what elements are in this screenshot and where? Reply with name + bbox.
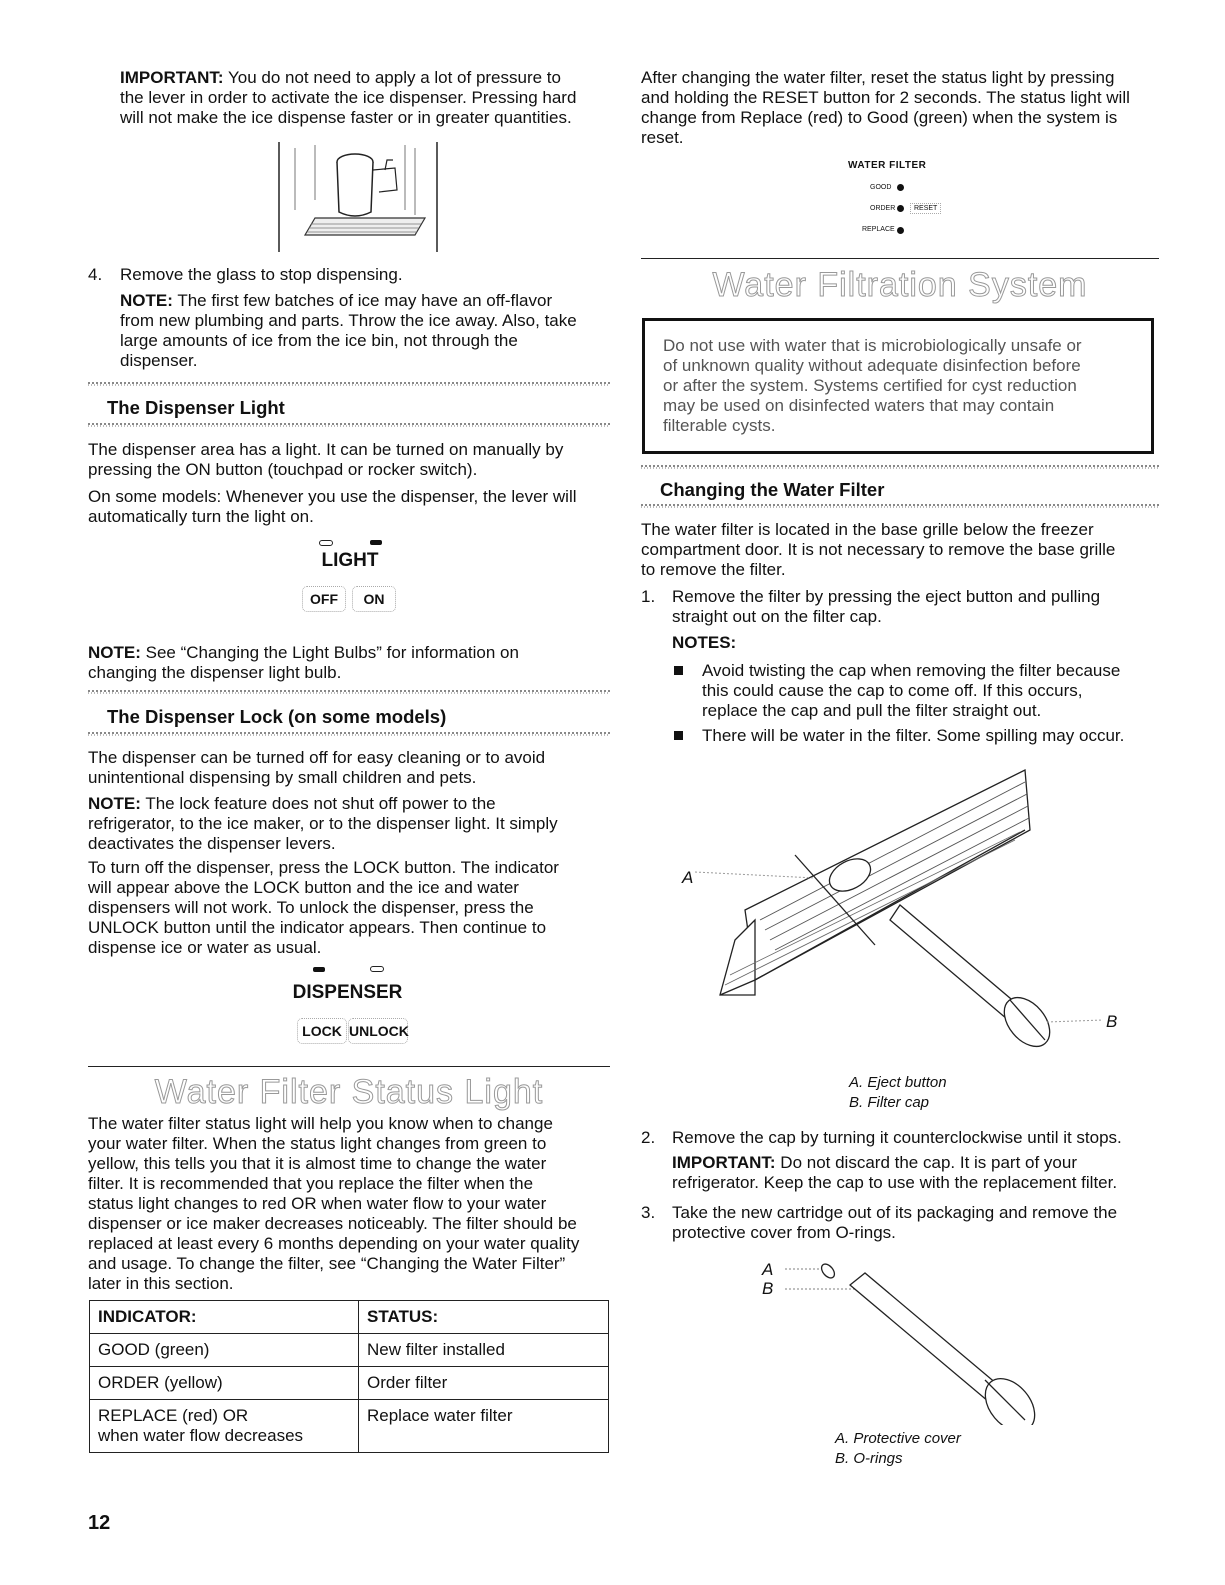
lock-paragraph-1 [88,748,610,788]
text-line: replace the cap and pull the filter straight out. [702,701,1042,720]
light-panel-title: LIGHT [321,550,379,571]
text-line: dispensers will not work. To unlock the dispenser, press the [88,898,534,917]
text-line: The dispenser area has a light. It can be turned on manually by [88,440,564,459]
lock-button[interactable]: LOCK [297,1018,347,1044]
text-line: The water filter status light will help you know when to change [88,1114,553,1133]
text-line: pressing the ON button (touchpad or rocker switch). [88,460,478,479]
text-line: yellow, this tells you that it is almost time to change the water [88,1154,547,1173]
figure-1-label-b: B [1106,1012,1118,1031]
bullet-2-text: There will be water in the filter. Some spilling may occur. [702,726,1125,745]
dispenser-panel-title: DISPENSER [292,982,403,1003]
indicator-status-table [89,1300,609,1453]
page-number: 12 [88,1512,111,1534]
note-lock [88,794,610,854]
unlock-indicator [370,966,384,972]
table-row [90,1367,609,1400]
text-line: refrigerator. Keep the cap to use with the replacement filter. [672,1173,1118,1192]
step-2-text: Remove the cap by turning it counterclockwise until it stops. [672,1128,1122,1147]
section-rule [641,504,1159,508]
text-line: deactivates the dispenser levers. [88,834,336,853]
table-row [90,1334,609,1367]
text-line: will appear above the LOCK button and the ice and water [88,878,519,897]
text-line: or after the system. Systems certified for cyst reduction [663,376,1077,395]
text-line: will not make the ice dispense faster or in greater quantities. [120,108,572,127]
note-label: NOTE: [120,291,173,310]
text-line: dispenser. [120,351,198,370]
table-row [90,1400,609,1453]
text-line: of unknown quality without adequate disinfection before [663,356,1081,375]
table-header: STATUS: [359,1301,609,1334]
text-line: REPLACE (red) OR [98,1406,249,1425]
table-cell: Replace water filter [359,1400,609,1453]
text-line: To turn off the dispenser, press the LOCK button. The indicator [88,858,559,877]
step-4-text: Remove the glass to stop dispensing. [120,265,403,284]
table-header-row [90,1301,609,1334]
text-line: dispenser or ice maker decreases noticeably. The filter should be [88,1214,577,1233]
text-line: replaced at least every 6 months depending on your water quality [88,1234,580,1253]
table-cell: GOOD (green) [90,1334,359,1367]
text-line: Avoid twisting the cap when removing the filter because [702,661,1121,680]
text-line: The dispenser can be turned off for easy cleaning or to avoid [88,748,546,767]
text-line: status light changes to red OR when water flow to your water [88,1194,547,1213]
figure-2-label-a: A [762,1260,774,1279]
note-label: NOTE: [88,794,141,813]
section-divider [641,258,1159,259]
text-line: After changing the water filter, reset the status light by pressing [641,68,1115,87]
text-line: later in this section. [88,1274,234,1293]
dispenser-light-paragraph-1 [88,440,610,480]
text-line: to remove the filter. [641,560,786,579]
table-cell [90,1400,359,1453]
changing-paragraph [641,520,1161,580]
text-line: the lever in order to activate the ice dispenser. Pressing hard [120,88,577,107]
reset-paragraph [641,68,1161,148]
text-line: your water filter. When the status light changes from green to [88,1134,547,1153]
important-paragraph [120,68,610,128]
text-line: when water flow decreases [98,1426,304,1445]
dispenser-lock-heading: The Dispenser Lock (on some models) [107,706,447,727]
note-light-bulbs [88,643,610,683]
new-cartridge-illustration [760,1255,1050,1425]
replace-label: REPLACE [862,226,895,233]
filter-removal-illustration [675,760,1135,1060]
bullet-marker [674,731,683,740]
light-on-indicator [370,540,382,545]
water-filter-status-light-title: Water Filter Status Light [154,1073,544,1111]
table-cell: ORDER (yellow) [90,1367,359,1400]
notes-label: NOTES: [672,633,737,652]
text-line: and holding the RESET button for 2 seconds. The status light will [641,88,1130,107]
bullet-1-text [702,661,1162,721]
text-line: UNLOCK button until the indicator appears. Then continue to [88,918,547,937]
text-line: Do not discard the cap. It is part of your [780,1153,1077,1172]
text-line: filterable cysts. [663,416,776,435]
important-2-paragraph [672,1153,1162,1193]
water-filtration-system-title: Water Filtration System [712,266,1088,304]
text-line: Take the new cartridge out of its packaging and remove the [672,1203,1118,1222]
text-line: The water filter is located in the base grille below the freezer [641,520,1094,539]
changing-water-filter-heading: Changing the Water Filter [660,479,885,500]
text-line: changing the dispenser light bulb. [88,663,342,682]
order-label: ORDER [870,205,896,212]
dispenser-light-paragraph-2 [88,487,610,527]
step-2-number: 2. [641,1128,656,1147]
water-filter-panel-title: WATER FILTER [848,160,927,171]
step-3-text [672,1203,1162,1243]
text-line: See “Changing the Light Bulbs” for information on [145,643,519,662]
text-line: from new plumbing and parts. Throw the ice away. Also, take [120,311,577,330]
good-indicator-dot [897,184,904,191]
figure-2-caption-a: A. Protective cover [835,1430,961,1447]
dispenser-light-heading: The Dispenser Light [107,397,285,418]
section-rule [88,423,610,427]
table-cell: New filter installed [359,1334,609,1367]
section-rule [88,732,610,736]
text-line: may be used on disinfected waters that may contain [663,396,1055,415]
note-label: NOTE: [88,643,141,662]
warning-text [645,321,1151,436]
text-line: dispense ice or water as usual. [88,938,322,957]
section-rule [88,690,610,694]
good-label: GOOD [870,184,892,191]
ice-dispenser-illustration [275,140,445,255]
text-line: this could cause the cap to come off. If this occurs, [702,681,1083,700]
unlock-button[interactable]: UNLOCK [348,1018,408,1044]
figure-1-label-a: A [682,868,694,887]
text-line: reset. [641,128,684,147]
text-line: compartment door. It is not necessary to remove the base grille [641,540,1116,559]
text-line: Remove the filter by pressing the eject button and pulling [672,587,1101,606]
text-line: Do not use with water that is microbiologically unsafe or [663,336,1082,355]
text-line: refrigerator, to the ice maker, or to the dispenser light. It simply [88,814,558,833]
reset-button[interactable]: RESET [910,203,941,214]
section-divider [88,1066,610,1067]
bullet-marker [674,666,683,675]
step-1-number: 1. [641,587,656,606]
text-line: large amounts of ice from the ice bin, not through the [120,331,518,350]
order-indicator-dot [897,205,904,212]
table-cell: Order filter [359,1367,609,1400]
text-line: filter. It is recommended that you replace the filter when the [88,1174,534,1193]
text-line: automatically turn the light on. [88,507,314,526]
section-rule [641,465,1159,469]
figure-1-caption-b: B. Filter cap [849,1094,930,1111]
text-line: protective cover from O-rings. [672,1223,896,1242]
figure-2-label-b: B [762,1279,774,1298]
light-on-button[interactable]: ON [352,586,396,612]
table-header: INDICATOR: [90,1301,359,1334]
step-1-text [672,587,1162,627]
text-line: On some models: Whenever you use the dispenser, the lever will [88,487,577,506]
text-line: straight out on the filter cap. [672,607,882,626]
figure-1-caption-a: A. Eject button [849,1074,947,1091]
lock-indicator [313,967,325,972]
light-off-button[interactable]: OFF [302,586,346,612]
lock-paragraph-2 [88,858,610,958]
note-paragraph [120,291,610,371]
step-3-number: 3. [641,1203,656,1222]
text-line: The first few batches of ice may have an off-flavor [177,291,553,310]
text-line: change from Replace (red) to Good (green) when the system is [641,108,1118,127]
step-4-number: 4. [88,265,103,284]
section-rule [88,382,610,386]
replace-indicator-dot [897,227,904,234]
important-label: IMPORTANT: [120,68,224,87]
text-line: and usage. To change the filter, see “Changing the Water Filter” [88,1254,566,1273]
important-label: IMPORTANT: [672,1153,776,1172]
warning-box [642,318,1154,454]
text-line: The lock feature does not shut off power to the [145,794,496,813]
light-off-indicator [319,540,333,546]
status-light-paragraph [88,1114,610,1294]
text-line: You do not need to apply a lot of pressure to [227,68,561,87]
text-line: unintentional dispensing by small children and pets. [88,768,477,787]
figure-2-caption-b: B. O-rings [835,1450,903,1467]
